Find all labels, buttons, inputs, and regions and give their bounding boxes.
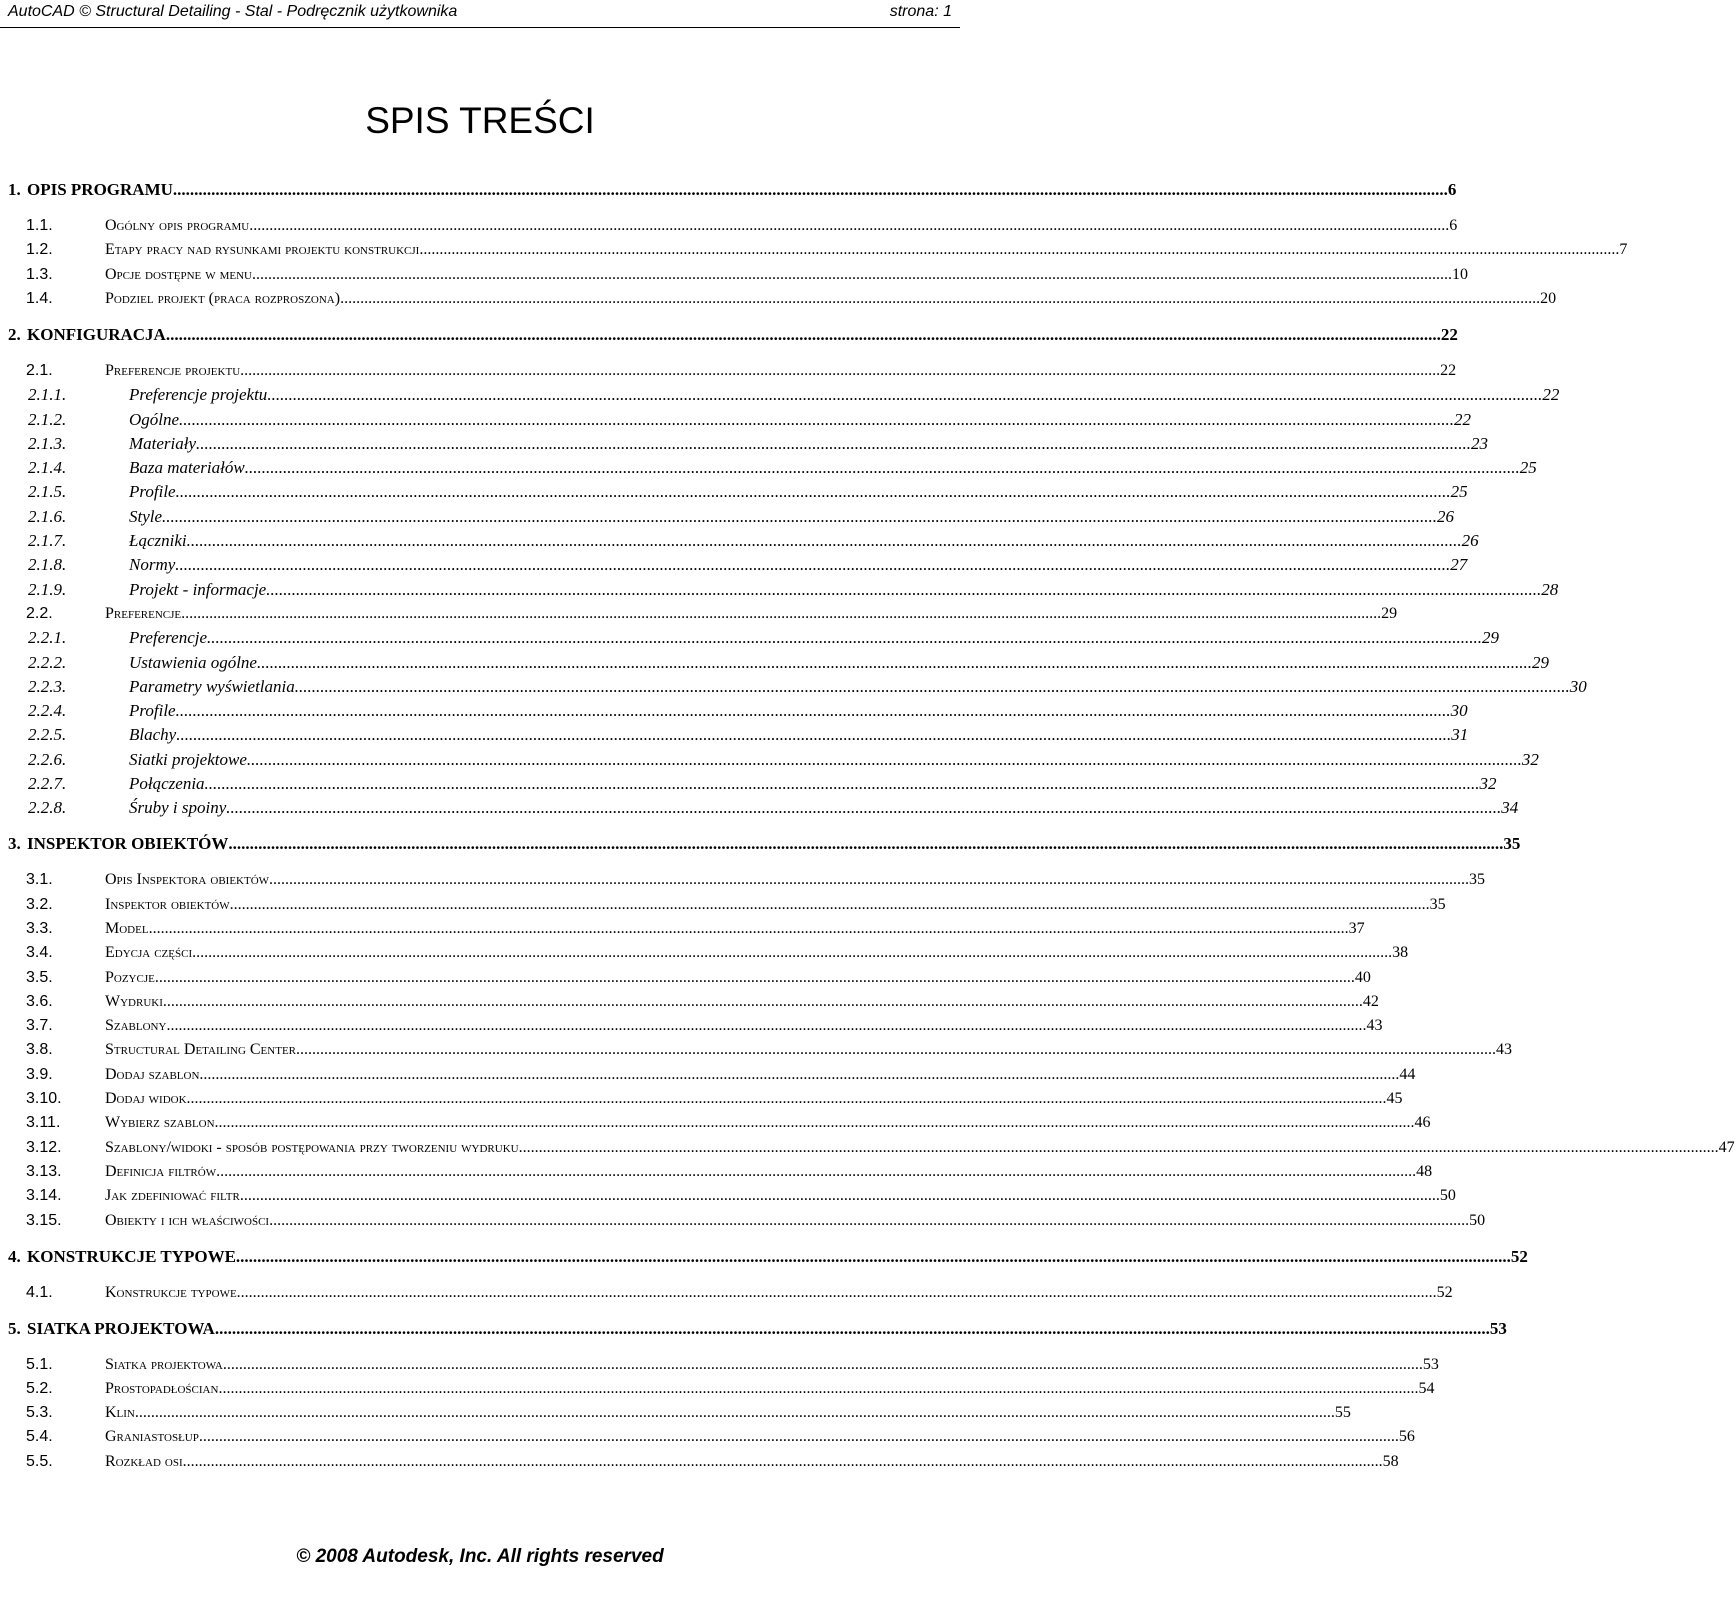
toc-entry-page: 25 <box>1450 482 1468 502</box>
dot-leader: ............................................................................................................................................................................................................................................................................................................ <box>186 1090 1387 1107</box>
toc-entry-number: 2. <box>8 324 21 344</box>
toc-entry[interactable] <box>8 602 1398 626</box>
toc-entry-label: Parametry wyświetlania <box>129 676 295 696</box>
toc-entry[interactable] <box>8 214 1458 238</box>
toc-entry[interactable] <box>8 626 1500 650</box>
dot-leader: ............................................................................................................................................................................................................................................................................................................ <box>192 944 1393 962</box>
toc-entry[interactable] <box>8 287 1557 311</box>
toc-entry-page: 45 <box>1386 1090 1403 1107</box>
toc-entry[interactable] <box>8 1209 1486 1233</box>
toc-entry-label: Połączenia <box>129 774 205 793</box>
dot-leader: ............................................................................................................................................................................................................................................................................................................ <box>162 992 1363 1010</box>
toc-entry-number: 3.14. <box>26 1187 62 1205</box>
toc-entry-number: 2.1.1. <box>28 385 67 405</box>
toc-entry-label: KONFIGURACJA <box>27 324 166 344</box>
toc-entry-label: Profile <box>129 482 176 502</box>
toc-entry-label: Preferencje <box>129 628 208 648</box>
dot-leader: ............................................................................................................................................................................................................................................................................................................ <box>179 409 1455 429</box>
toc-entry-page: 26 <box>1437 506 1455 526</box>
toc-entry-number: 3.12. <box>26 1138 62 1156</box>
toc-entry-label: Łączniki <box>129 531 187 550</box>
toc-entry-label: Pozycje <box>105 968 155 986</box>
dot-leader: ............................................................................................................................................................................................................................................................................................................ <box>176 725 1452 745</box>
toc-entry-number: 1.4. <box>26 289 53 307</box>
toc-entry-label: Ogólne <box>129 409 180 429</box>
toc-heading: SPIS TREŚCI <box>365 100 595 141</box>
copyright-footer: © 2008 Autodesk, Inc. All rights reserved <box>296 1546 664 1567</box>
dot-leader: ............................................................................................................................................................................................................................................................................................................ <box>240 361 1441 379</box>
toc-entry-label: Preferencje projektu <box>129 385 268 405</box>
toc-entry-number: 2.1.6. <box>28 506 67 526</box>
toc-entry-page: 43 <box>1496 1041 1512 1059</box>
toc-entry-number: 3.5. <box>26 968 53 986</box>
toc-entry[interactable] <box>8 553 1468 577</box>
toc-entry[interactable] <box>8 651 1549 675</box>
toc-entry[interactable] <box>8 263 1469 287</box>
toc-entry[interactable] <box>8 238 1628 262</box>
toc-entry[interactable] <box>8 832 1521 856</box>
dot-leader: ............................................................................................................................................................................................................................................................................................................ <box>222 1355 1423 1373</box>
dot-leader: ............................................................................................................................................................................................................................................................................................................ <box>256 652 1532 672</box>
toc-entry[interactable] <box>8 178 1457 202</box>
toc-entry-number: 2.2.4. <box>28 701 67 721</box>
toc-entry-number: 3. <box>8 834 21 854</box>
toc-entry-label: Definicja filtrów <box>105 1162 217 1180</box>
toc-entry[interactable] <box>8 893 1446 917</box>
toc-entry-label: Blachy <box>129 725 177 745</box>
toc-entry-label: Baza materiałów <box>129 458 245 478</box>
toc-entry-label: KONSTRUKCJE TYPOWE <box>27 1246 236 1266</box>
dot-leader: ............................................................................................................................................................................................................................................................................................................ <box>419 241 1620 259</box>
toc-entry-page: 30 <box>1450 701 1468 721</box>
toc-entry[interactable] <box>8 1281 1453 1305</box>
dot-leader: ............................................................................................................................................................................................................................................................................................................ <box>269 1211 1470 1229</box>
dot-leader: ............................................................................................................................................................................................................................................................................................................ <box>175 701 1451 721</box>
toc-entry-number: 3.3. <box>26 919 53 937</box>
toc-entry-number: 5.1. <box>26 1355 53 1373</box>
toc-entry-label: Opis Inspektora obiektów <box>105 871 270 889</box>
toc-entry[interactable] <box>8 868 1486 892</box>
toc-entry[interactable] <box>8 1038 1512 1062</box>
toc-entry-page: 38 <box>1392 944 1409 962</box>
dot-leader: ............................................................................................................................................................................................................................................................................................................ <box>214 1114 1415 1132</box>
toc-entry-label: Profile <box>129 701 176 721</box>
dot-leader: ............................................................................................................................................................................................................................................................................................................ <box>266 579 1542 599</box>
toc-entry-page: 31 <box>1451 725 1469 745</box>
toc-entry-number: 1. <box>8 180 21 199</box>
toc-entry-number: 2.2.7. <box>28 774 67 793</box>
toc-entry-label: Edycja części <box>105 944 193 962</box>
toc-entry-page: 52 <box>1436 1283 1453 1301</box>
dot-leader: ............................................................................................................................................................................................................................................................................................................ <box>269 871 1470 889</box>
toc-entry[interactable] <box>8 723 1469 747</box>
toc-entry[interactable] <box>8 796 1519 820</box>
dot-leader: ............................................................................................................................................................................................................................................................................................................ <box>296 1041 1496 1059</box>
toc-entry-number: 2.1.9. <box>28 579 67 599</box>
toc-entry-page: 22 <box>1440 361 1457 379</box>
dot-leader: ............................................................................................................................................................................................................................................................................................................ <box>228 834 1504 854</box>
toc-entry-number: 2.2. <box>26 604 53 622</box>
toc-entry-page: 28 <box>1541 579 1559 599</box>
toc-entry-number: 3.7. <box>26 1017 53 1035</box>
toc-entry-page: 58 <box>1382 1452 1399 1470</box>
toc-entry-page: 35 <box>1503 834 1521 854</box>
toc-entry-number: 1.2. <box>26 241 53 259</box>
toc-entry-page: 29 <box>1531 652 1549 672</box>
toc-entry[interactable] <box>8 1160 1433 1184</box>
toc-entry-number: 3.10. <box>26 1090 62 1107</box>
toc-entry-page: 53 <box>1422 1355 1439 1373</box>
toc-entry-page: 32 <box>1521 749 1539 769</box>
toc-entry[interactable] <box>8 1401 1351 1425</box>
toc-entry-number: 1.3. <box>26 265 53 283</box>
toc-entry-label: Jak zdefiniować filtr <box>105 1187 240 1205</box>
page-number: strona: 1 <box>889 3 952 20</box>
toc-entry-label: Structural Detailing Center <box>105 1041 296 1059</box>
toc-entry-page: 50 <box>1469 1211 1486 1229</box>
toc-entry-page: 23 <box>1471 433 1489 453</box>
toc-entry-number: 2.1.8. <box>28 555 67 575</box>
dot-leader: ............................................................................................................................................................................................................................................................................................................ <box>204 774 1480 793</box>
toc-entry-label: OPIS PROGRAMU <box>27 180 173 199</box>
toc-entry-label: Model <box>105 919 149 937</box>
toc-entry-number: 5. <box>8 1318 21 1338</box>
dot-leader: ............................................................................................................................................................................................................................................................................................................ <box>518 1138 1719 1156</box>
toc-entry-page: 53 <box>1489 1318 1507 1338</box>
toc-entry-label: Szablony <box>105 1017 167 1035</box>
toc-entry[interactable] <box>8 1184 1456 1208</box>
toc-entry-page: 48 <box>1416 1162 1433 1180</box>
dot-leader: ............................................................................................................................................................................................................................................................................................................ <box>148 919 1349 937</box>
toc-entry-page: 55 <box>1334 1404 1351 1422</box>
toc-entry[interactable] <box>8 456 1537 480</box>
dot-leader: ............................................................................................................................................................................................................................................................................................................ <box>294 676 1570 696</box>
dot-leader: ............................................................................................................................................................................................................................................................................................................ <box>134 1404 1335 1422</box>
toc-entry[interactable] <box>8 505 1455 529</box>
dot-leader: ............................................................................................................................................................................................................................................................................................................ <box>246 749 1522 769</box>
toc-entry-number: 4.1. <box>26 1283 53 1301</box>
toc-entry-page: 42 <box>1362 992 1379 1010</box>
toc-entry-number: 2.1.3. <box>28 433 67 453</box>
toc-entry-number: 2.1.2. <box>28 409 67 429</box>
toc-entry[interactable] <box>8 1111 1431 1135</box>
dot-leader: ............................................................................................................................................................................................................................................................................................................ <box>267 385 1543 405</box>
toc-entry[interactable] <box>8 359 1457 383</box>
toc-entry[interactable] <box>8 917 1365 941</box>
dot-leader: ............................................................................................................................................................................................................................................................................................................ <box>199 1065 1400 1083</box>
dot-leader: ............................................................................................................................................................................................................................................................................................................ <box>235 1246 1511 1266</box>
dot-leader: ............................................................................................................................................................................................................................................................................................................ <box>207 628 1483 648</box>
toc-entry-page: 54 <box>1418 1379 1435 1397</box>
toc-entry-label: Graniastosłup <box>105 1428 199 1446</box>
toc-entry-page: 44 <box>1399 1065 1416 1083</box>
toc-entry-label: Preferencje <box>105 604 182 622</box>
toc-entry-page: 32 <box>1479 774 1497 793</box>
toc-entry-number: 2.1. <box>26 361 53 379</box>
toc-entry[interactable] <box>8 578 1559 602</box>
toc-entry-page: 20 <box>1540 289 1557 307</box>
dot-leader: ............................................................................................................................................................................................................................................................................................................ <box>198 1428 1399 1446</box>
toc-entry-label: Dodaj szablon <box>105 1065 200 1083</box>
toc-entry-page: 6 <box>1447 180 1457 199</box>
dot-leader: ............................................................................................................................................................................................................................................................................................................ <box>162 506 1438 526</box>
toc-entry-page: 7 <box>1619 241 1628 259</box>
toc-entry[interactable] <box>8 748 1539 772</box>
dot-leader: ............................................................................................................................................................................................................................................................................................................ <box>244 458 1520 478</box>
toc-entry[interactable] <box>8 408 1472 432</box>
toc-entry-page: 27 <box>1450 555 1468 575</box>
toc-entry-label: Wybierz szablon <box>105 1114 215 1132</box>
dot-leader: ............................................................................................................................................................................................................................................................................................................ <box>182 1452 1383 1470</box>
toc-entry-label: SIATKA PROJEKTOWA <box>27 1318 215 1338</box>
toc-entry-label: Dodaj widok <box>105 1090 187 1107</box>
toc-entry-number: 2.1.5. <box>28 482 67 502</box>
dot-leader: ............................................................................................................................................................................................................................................................................................................ <box>166 1017 1367 1035</box>
toc-entry-number: 3.8. <box>26 1041 53 1059</box>
toc-entry-number: 1.1. <box>26 217 53 234</box>
toc-entry-label: Preferencje projektu <box>105 361 241 379</box>
toc-entry-page: 34 <box>1501 798 1519 818</box>
toc-entry[interactable] <box>8 1425 1415 1449</box>
toc-entry-page: 22 <box>1454 409 1472 429</box>
toc-entry-label: Materiały <box>129 433 197 453</box>
toc-entry-number: 2.2.6. <box>28 749 67 769</box>
toc-entry-page: 50 <box>1439 1187 1456 1205</box>
dot-leader: ............................................................................................................................................................................................................................................................................................................ <box>340 289 1541 307</box>
toc-entry-page: 22 <box>1440 324 1458 344</box>
toc-entry-page: 26 <box>1461 531 1479 550</box>
toc-entry-page: 29 <box>1482 628 1500 648</box>
toc-entry-label: Opcje dostępne w menu <box>105 265 253 283</box>
toc-entry-page: 43 <box>1366 1017 1383 1035</box>
toc-entry-number: 2.2.1. <box>28 628 67 648</box>
dot-leader: ............................................................................................................................................................................................................................................................................................................ <box>216 1162 1417 1180</box>
toc-entry[interactable] <box>8 1317 1507 1341</box>
toc-entry-page: 29 <box>1381 604 1398 622</box>
toc-entry-label: Rozkład osi <box>105 1452 183 1470</box>
toc-entry-number: 2.2.5. <box>28 725 67 745</box>
dot-leader: ............................................................................................................................................................................................................................................................................................................ <box>239 1187 1440 1205</box>
toc-entry-label: Normy <box>129 555 176 575</box>
dot-leader: ............................................................................................................................................................................................................................................................................................................ <box>175 482 1451 502</box>
dot-leader: ............................................................................................................................................................................................................................................................................................................ <box>172 180 1448 199</box>
toc-entry-page: 35 <box>1469 871 1486 889</box>
toc-entry[interactable] <box>8 1245 1528 1269</box>
toc-entry-label: Śruby i spoiny <box>129 798 227 818</box>
toc-entry-number: 4. <box>8 1246 21 1266</box>
toc-entry[interactable] <box>8 383 1560 407</box>
toc-entry[interactable] <box>8 1450 1399 1474</box>
toc-entry-page: 6 <box>1449 217 1458 234</box>
toc-entry-label: Siatki projektowe <box>129 749 247 769</box>
dot-leader: ............................................................................................................................................................................................................................................................................................................ <box>218 1379 1419 1397</box>
toc-entry[interactable] <box>8 1014 1383 1038</box>
toc-entry-number: 3.9. <box>26 1065 53 1083</box>
toc-entry[interactable] <box>8 699 1468 723</box>
toc-entry-number: 5.3. <box>26 1404 53 1422</box>
toc-entry-number: 5.4. <box>26 1428 53 1446</box>
toc-entry-label: Podziel projekt (praca rozproszona) <box>105 289 341 307</box>
toc-entry[interactable] <box>8 480 1468 504</box>
toc-entry-number: 3.2. <box>26 895 53 913</box>
toc-entry[interactable] <box>8 323 1458 347</box>
toc-entry[interactable] <box>8 966 1371 990</box>
toc-entry-number: 2.2.8. <box>28 798 67 818</box>
toc-entry-page: 10 <box>1452 265 1469 283</box>
toc-entry[interactable] <box>8 990 1379 1014</box>
toc-entry-page: 22 <box>1542 385 1560 405</box>
toc-entry[interactable] <box>8 1063 1416 1087</box>
toc-entry[interactable] <box>8 941 1409 965</box>
toc-entry-label: Obiekty i ich właściwości <box>105 1211 270 1229</box>
dot-leader: ............................................................................................................................................................................................................................................................................................................ <box>181 604 1382 622</box>
toc-entry-number: 5.2. <box>26 1379 53 1397</box>
toc-entry[interactable] <box>8 772 1497 796</box>
toc-entry-number: 2.1.7. <box>28 531 67 550</box>
toc-entry-label: Projekt - informacje <box>129 579 267 599</box>
toc-entry-page: 35 <box>1429 895 1446 913</box>
toc-entry-label: Wydruki <box>105 992 163 1010</box>
dot-leader: ............................................................................................................................................................................................................................................................................................................ <box>252 265 1453 283</box>
toc-entry[interactable] <box>8 1087 1403 1111</box>
toc-entry-label: Style <box>129 506 163 526</box>
toc-entry-number: 2.2.3. <box>28 676 67 696</box>
toc-entry-number: 3.1. <box>26 871 53 889</box>
toc-entry-number: 3.6. <box>26 992 53 1010</box>
dot-leader: ............................................................................................................................................................................................................................................................................................................ <box>226 798 1502 818</box>
toc-entry-label: INSPEKTOR OBIEKTÓW <box>27 834 229 854</box>
toc-entry-label: Ustawienia ogólne <box>129 652 257 672</box>
toc-entry-number: 3.13. <box>26 1162 62 1180</box>
toc-entry-label: Etapy pracy nad rysunkami projektu konstrukcji <box>105 241 420 259</box>
toc-entry-label: Inspektor obiektów <box>105 895 230 913</box>
toc-entry-page: 47 <box>1718 1138 1735 1156</box>
dot-leader: ............................................................................................................................................................................................................................................................................................................ <box>249 217 1450 234</box>
toc-entry-page: 30 <box>1569 676 1587 696</box>
toc-entry[interactable] <box>8 1136 1735 1160</box>
dot-leader: ............................................................................................................................................................................................................................................................................................................ <box>165 324 1441 344</box>
dot-leader: ............................................................................................................................................................................................................................................................................................................ <box>154 968 1355 986</box>
toc-entry-label: Konstrukcje typowe <box>105 1283 237 1301</box>
dot-leader: ............................................................................................................................................................................................................................................................................................................ <box>214 1318 1490 1338</box>
dot-leader: ............................................................................................................................................................................................................................................................................................................ <box>196 433 1472 453</box>
toc-entry-page: 25 <box>1519 458 1537 478</box>
toc-entry-page: 40 <box>1354 968 1371 986</box>
toc-entry-number: 5.5. <box>26 1452 53 1470</box>
toc-entry-number: 2.2.2. <box>28 652 67 672</box>
toc-entry-label: Szablony/widoki - sposób postępowania przy tworzeniu wydruku <box>105 1138 519 1156</box>
toc-entry[interactable] <box>8 1353 1439 1377</box>
toc-entry-page: 52 <box>1510 1246 1528 1266</box>
toc-entry[interactable] <box>8 1377 1435 1401</box>
dot-leader: ............................................................................................................................................................................................................................................................................................................ <box>229 895 1430 913</box>
toc-entry[interactable] <box>8 432 1489 456</box>
dot-leader: ............................................................................................................................................................................................................................................................................................................ <box>236 1283 1437 1301</box>
toc-entry-number: 3.4. <box>26 944 53 962</box>
toc-entry-label: Ogólny opis programu <box>105 217 250 234</box>
toc-entry-page: 56 <box>1398 1428 1415 1446</box>
dot-leader: ............................................................................................................................................................................................................................................................................................................ <box>186 531 1462 550</box>
toc-entry-number: 3.11. <box>26 1114 61 1132</box>
toc-entry[interactable] <box>8 675 1587 699</box>
dot-leader: ............................................................................................................................................................................................................................................................................................................ <box>175 555 1451 575</box>
toc-entry-number: 2.1.4. <box>28 458 67 478</box>
toc-entry-label: Klin <box>105 1404 135 1422</box>
toc-entry-label: Prostopadłościan <box>105 1379 219 1397</box>
toc-entry-number: 3.15. <box>26 1211 62 1229</box>
toc-entry-page: 46 <box>1414 1114 1431 1132</box>
toc-entry-label: Siatka projektowa <box>105 1355 223 1373</box>
toc-entry-page: 37 <box>1348 919 1365 937</box>
document-title: AutoCAD © Structural Detailing - Stal - Podręcznik użytkownika <box>8 3 458 20</box>
toc-entry[interactable] <box>8 529 1479 553</box>
